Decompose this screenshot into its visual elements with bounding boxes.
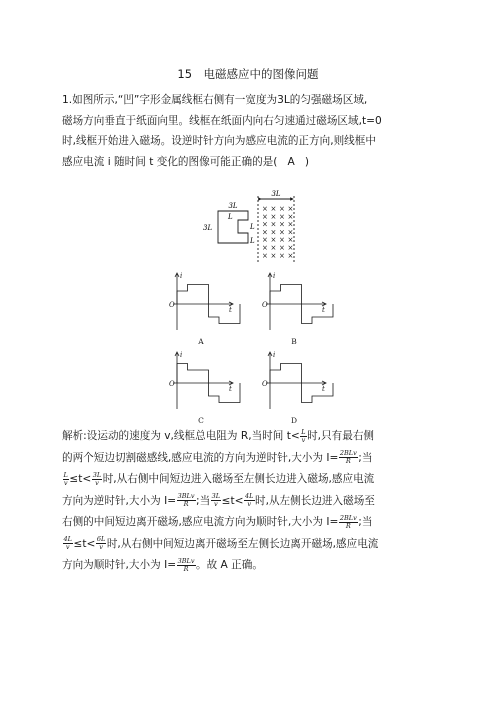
fraction: $\frac{\text{2BLv}}{R}$ bbox=[339, 449, 357, 465]
answer-letter: A bbox=[287, 155, 295, 168]
field-cross: × bbox=[287, 228, 294, 237]
field-cross: × bbox=[270, 220, 277, 229]
field-cross: × bbox=[287, 205, 294, 213]
solution-line: 方向为逆时针,大小为 I= $\frac{\text{3BLv}}{R}$ ;当 $\frac{3L}{v}$ ≤t< $\frac{4L}{v}$ 时,从左侧长边进入磁场至 bbox=[62, 492, 375, 508]
frame-left-label: 3L bbox=[203, 224, 213, 232]
fraction: $\frac{L}{v}$ bbox=[301, 427, 306, 444]
fraction: $\frac{3L}{v}$ bbox=[211, 492, 221, 508]
field-cross: × bbox=[279, 220, 285, 229]
question-line: 感应电流 i 随时间 t 变化的图像可能正确的是( A ) bbox=[62, 155, 309, 168]
option-graph-B bbox=[262, 272, 333, 346]
axis-t-label: t bbox=[229, 385, 232, 393]
field-width-label: 3L bbox=[271, 190, 281, 198]
field-cross: × bbox=[262, 236, 268, 245]
frame-top-label: 3L bbox=[228, 202, 238, 210]
axis-i-label: i bbox=[180, 351, 183, 359]
field-cross: × bbox=[279, 236, 285, 245]
u-frame bbox=[218, 211, 248, 243]
solution-line: $\frac{4L}{v}$ ≤t< $\frac{6L}{v}$ 时,从右侧中间短边离开磁场至左侧长边离开磁场,感应电流 bbox=[63, 535, 379, 551]
field-cross: × bbox=[279, 212, 285, 221]
field-cross: × bbox=[270, 236, 277, 245]
fraction: $\frac{6L}{v}$ bbox=[96, 535, 106, 551]
field-cross: × bbox=[262, 228, 268, 237]
solution-line: 右侧的中间短边离开磁场,感应电流方向为顺时针,大小为 I= $\frac{\text{2BLv}}{R}$ ;当 bbox=[62, 513, 373, 530]
field-cross: × bbox=[270, 205, 277, 213]
notch-bottom-label: L bbox=[250, 237, 255, 245]
field-cross: × bbox=[262, 220, 268, 229]
field-cross: × bbox=[287, 251, 294, 260]
option-label: C bbox=[198, 416, 204, 425]
axis-t-label: t bbox=[322, 306, 325, 314]
option-graphs bbox=[169, 272, 333, 425]
fraction: $\frac{3L}{v}$ bbox=[92, 470, 102, 487]
field-cross: × bbox=[270, 228, 277, 237]
option-label: D bbox=[290, 416, 298, 425]
question-line: 时,线框开始进入磁场。设逆时针方向为感应电流的正方向,则线框中 bbox=[62, 135, 376, 147]
solution-line: $\frac{L}{v}$ ≤t< $\frac{3L}{v}$ 时,从右侧中间短边进入磁场至左侧长边进入磁场,感应电流 bbox=[63, 470, 375, 487]
field-cross: × bbox=[262, 205, 268, 213]
solution-line: 的两个短边切割磁感线,感应电流的方向为逆时针,大小为 I= $\frac{\text{2BLv}}{R}$ ;当 bbox=[62, 449, 373, 465]
field-cross: × bbox=[287, 244, 294, 252]
option-label: B bbox=[291, 337, 297, 346]
field-cross: × bbox=[270, 212, 277, 221]
origin-label: O bbox=[262, 380, 268, 388]
fraction: $\frac{4L}{v}$ bbox=[63, 535, 72, 551]
field-cross: × bbox=[262, 244, 268, 252]
field-cross: × bbox=[270, 251, 277, 260]
field-cross: × bbox=[270, 244, 277, 252]
field-cross: × bbox=[262, 251, 268, 260]
option-graph-C bbox=[169, 351, 240, 425]
solution-text bbox=[62, 426, 434, 577]
axis-i-label: i bbox=[273, 272, 276, 280]
field-cross: × bbox=[262, 212, 268, 221]
fraction: $\frac{\text{3BLv}}{R}$ bbox=[177, 492, 195, 508]
option-label: A bbox=[198, 337, 204, 346]
fraction: $\frac{\text{2BLv}}{R}$ bbox=[339, 513, 357, 530]
axis-t-label: t bbox=[229, 306, 232, 314]
solution-line: 解析:设运动的速度为 v,线框总电阻为 R,当时间 t< $\frac{L}{v}$ 时,只有最右侧 bbox=[62, 427, 375, 444]
field-cross: × bbox=[279, 205, 285, 213]
field-cross: × bbox=[287, 236, 294, 245]
notch-right-label: L bbox=[250, 223, 255, 231]
question-line: 1.如图所示,“凹”字形金属线框右侧有一宽度为3L的匀强磁场区域, bbox=[62, 94, 368, 106]
field-cross: × bbox=[279, 251, 285, 260]
notch-top-label: L bbox=[228, 213, 233, 221]
magnetic-field-crosses bbox=[262, 205, 293, 260]
field-cross: × bbox=[287, 220, 294, 229]
origin-label: O bbox=[169, 301, 175, 309]
field-cross: × bbox=[279, 228, 285, 237]
origin-label: O bbox=[169, 380, 175, 388]
axis-i-label: i bbox=[273, 351, 276, 359]
fraction: $\frac{\text{3BLv}}{R}$ bbox=[177, 556, 195, 573]
solution-line: 方向为顺时针,大小为 I= $\frac{\text{3BLv}}{R}$ 。故 A 正确。 bbox=[62, 556, 263, 573]
axis-t-label: t bbox=[322, 385, 325, 393]
field-cross: × bbox=[287, 212, 294, 221]
option-graph-D bbox=[262, 351, 333, 425]
section-title: 15 电磁感应中的图像问题 bbox=[177, 67, 319, 81]
option-graph-A bbox=[169, 272, 240, 346]
field-cross: × bbox=[279, 244, 285, 252]
question-line: 磁场方向垂直于纸面向里。线框在纸面内向右匀速通过磁场区域,t=0 bbox=[62, 114, 382, 127]
axis-i-label: i bbox=[180, 272, 183, 280]
fraction: $\frac{L}{v}$ bbox=[63, 470, 68, 487]
fraction: $\frac{4L}{v}$ bbox=[245, 492, 254, 508]
origin-label: O bbox=[262, 301, 268, 309]
